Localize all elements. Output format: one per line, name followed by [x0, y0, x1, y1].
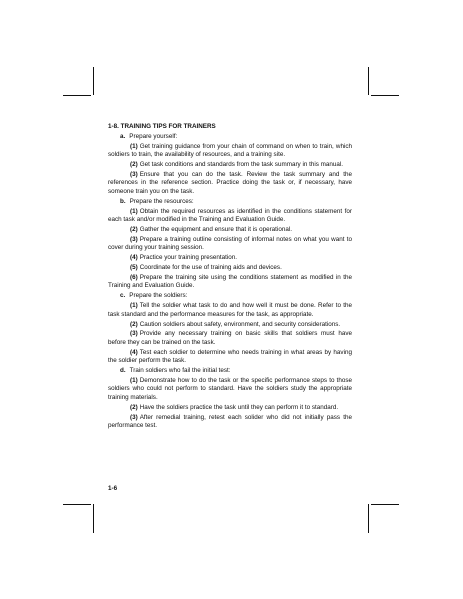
- crop-mark-top-right-horizontal: [371, 95, 399, 96]
- step-text: Gather the equipment and ensure that it is operational.: [139, 225, 292, 233]
- step-number: (2): [130, 161, 138, 169]
- sections-container: [108, 133, 352, 431]
- step-number: (3): [130, 235, 138, 243]
- subsection-heading: [120, 292, 352, 300]
- subsection-letter: a.: [120, 132, 126, 140]
- crop-mark-bottom-right-horizontal: [371, 504, 399, 505]
- step-paragraph: [108, 264, 352, 272]
- step-number: (1): [130, 302, 138, 310]
- step-text: Caution soldiers about safety, environment, and security considerations.: [139, 320, 341, 328]
- step-text: Provide any necessary training on basic skills that soldiers must have before they can be trained on the task.: [108, 330, 352, 346]
- step-text: Have the soldiers practice the task until they can perform it to standard.: [139, 403, 339, 411]
- subsection-letter: b.: [120, 197, 126, 205]
- step-text: Ensure that you can do the task. Review the task summary and the references in the reference section. Practice doing the task or, if necessary, have someone train you on the task.: [108, 171, 352, 195]
- step-paragraph: [108, 171, 352, 196]
- step-number: (1): [130, 142, 138, 150]
- subsection-title: Train soldiers who fail the initial test:: [129, 367, 231, 375]
- step-text: Coordinate for the use of training aids and devices.: [139, 264, 282, 272]
- step-text: Get training guidance from your chain of command on when to train, which soldiers to train, the availability of resources, and a training site.: [108, 142, 352, 159]
- step-paragraph: [108, 330, 352, 347]
- subsection-heading: [120, 198, 352, 206]
- step-paragraph: [108, 414, 352, 431]
- crop-mark-bottom-right-vertical: [368, 504, 369, 533]
- subsection-heading: [120, 367, 352, 375]
- step-number: (3): [130, 330, 138, 338]
- crop-mark-top-left-horizontal: [63, 95, 91, 96]
- step-paragraph: [108, 236, 352, 253]
- step-paragraph: [108, 161, 352, 169]
- step-paragraph: [108, 143, 352, 160]
- subsection-title: Prepare yourself:: [129, 132, 178, 140]
- crop-mark-bottom-left-horizontal: [63, 504, 91, 505]
- step-number: (1): [130, 376, 138, 384]
- subsection-letter: c.: [120, 292, 126, 300]
- step-paragraph: [108, 208, 352, 225]
- subsection-heading: [120, 133, 352, 141]
- step-text: Get task conditions and standards from the task summary in this manual.: [139, 161, 344, 169]
- step-text: Prepare the training site using the conditions statement as modified in the Training and Evaluation Guide.: [108, 274, 352, 290]
- step-number: (3): [130, 413, 138, 421]
- step-text: Demonstrate how to do the task or the specific performance steps to those soldiers who could not perform to standard. Have the soldiers study the appropriate training materials.: [108, 376, 352, 401]
- step-number: (2): [130, 403, 138, 411]
- step-number: (2): [130, 320, 138, 328]
- step-number: (6): [130, 274, 138, 281]
- crop-mark-top-right-vertical: [368, 67, 369, 95]
- subsection-letter: d.: [120, 367, 126, 375]
- step-number: (5): [130, 264, 138, 272]
- step-number: (1): [130, 207, 138, 215]
- step-paragraph: [108, 321, 352, 329]
- step-paragraph: [108, 254, 352, 262]
- page-content: [108, 123, 352, 432]
- step-text: Prepare a training outline consisting of informal notes on what you want to cover during your training session.: [108, 235, 352, 252]
- crop-mark-bottom-left-vertical: [93, 504, 94, 533]
- step-paragraph: [108, 274, 352, 291]
- page-number: 1-6: [108, 485, 118, 492]
- step-number: (4): [130, 348, 138, 356]
- step-paragraph: [108, 226, 352, 234]
- step-number: (4): [130, 254, 138, 262]
- subsection-title: Prepare the soldiers:: [129, 292, 188, 300]
- step-number: (3): [130, 171, 138, 179]
- step-paragraph: [108, 349, 352, 366]
- subsection-title: Prepare the resources:: [129, 197, 194, 205]
- step-text: Obtain the required resources as identified in the conditions statement for each task and/or modified in the Training and Evaluation Guide.: [108, 207, 352, 224]
- step-paragraph: [108, 302, 352, 319]
- step-text: Tell the soldier what task to do and how well it must be done. Refer to the task standard and the performance measures for the task, as appropriate.: [108, 302, 352, 318]
- step-number: (2): [130, 225, 138, 233]
- step-text: Practice your training presentation.: [139, 254, 238, 262]
- step-paragraph: [108, 404, 352, 412]
- step-paragraph: [108, 377, 352, 402]
- step-text: Test each soldier to determine who needs training in what areas by having the soldier perform the task.: [108, 348, 352, 365]
- section-heading: 1-8. TRAINING TIPS FOR TRAINERS: [108, 123, 216, 130]
- crop-mark-top-left-vertical: [93, 67, 94, 95]
- step-text: After remedial training, retest each solider who did not initially pass the performance test.: [108, 413, 352, 429]
